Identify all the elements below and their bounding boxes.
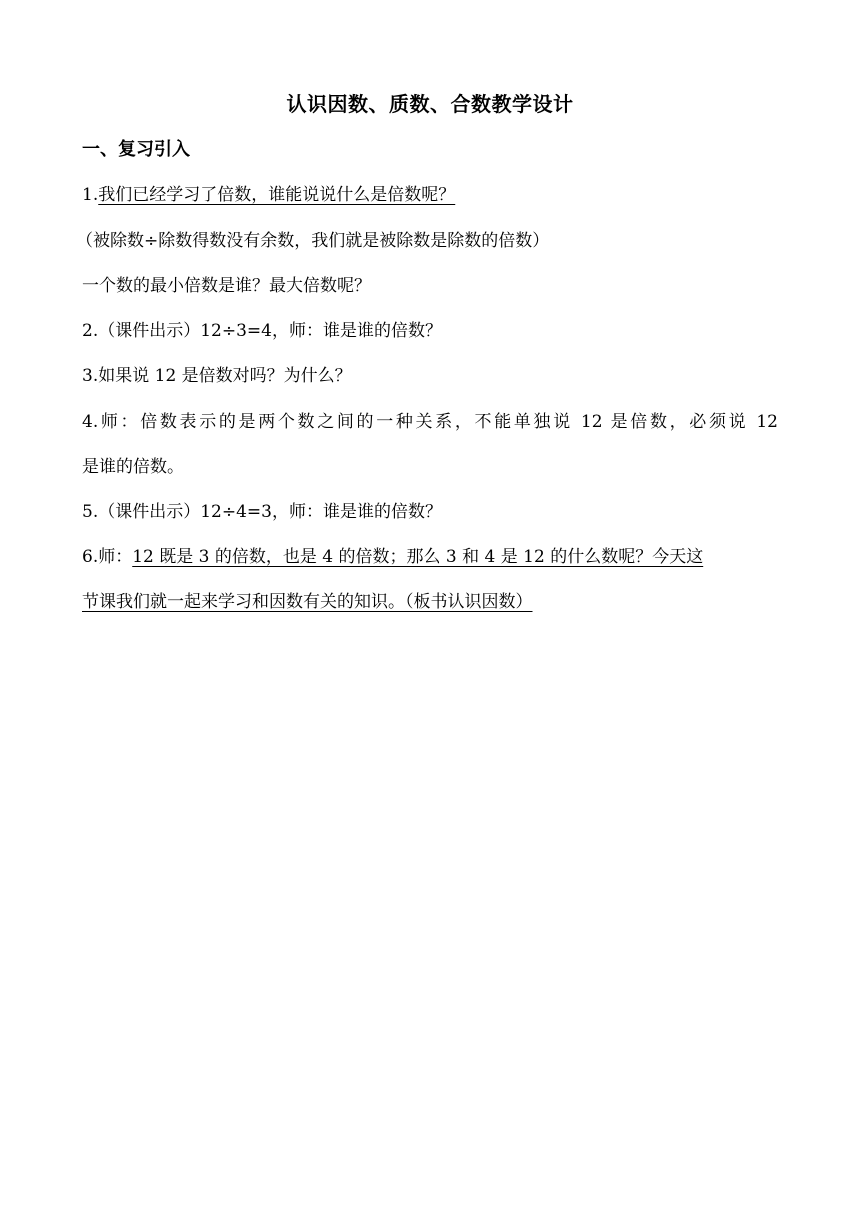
item-3: 3.如果说 12 是倍数对吗？为什么？: [82, 366, 352, 386]
item-6-prefix: 6.师：: [82, 547, 133, 567]
item-1-text: 我们已经学习了倍数，谁能说说什么是倍数呢？: [98, 185, 456, 205]
item-5: 5.（课件出示）12÷4=3，师：谁是谁的倍数？: [82, 502, 442, 522]
item-6-line-2: [82, 588, 782, 616]
item-6-line-1: [82, 543, 778, 571]
item-2: 2.（课件出示）12÷3=4，师：谁是谁的倍数？: [82, 321, 442, 341]
item-1: [82, 181, 782, 209]
item-6-text-1: 12 既是 3 的倍数，也是 4 的倍数；那么 3 和 4 是 12 的什么数呢？今天这: [132, 547, 704, 567]
item-6-text-2: 节课我们就一起来学习和因数有关的知识。（板书认识因数）: [82, 592, 533, 612]
document-title: 认识因数、质数、合数教学设计: [286, 92, 574, 116]
item-1-answer: （被除数÷除数得数没有余数，我们就是被除数是除数的倍数）: [76, 231, 550, 251]
section-heading: 一、复习引入: [82, 139, 190, 160]
item-1-prefix: 1.: [82, 185, 99, 205]
item-1-followup: 一个数的最小倍数是谁？最大倍数呢？: [82, 276, 371, 296]
item-4-line-2: 是谁的倍数。: [82, 457, 184, 477]
item-4-line-1: 4.师：倍数表示的是两个数之间的一种关系，不能单独说 12 是倍数，必须说 12: [82, 412, 778, 432]
